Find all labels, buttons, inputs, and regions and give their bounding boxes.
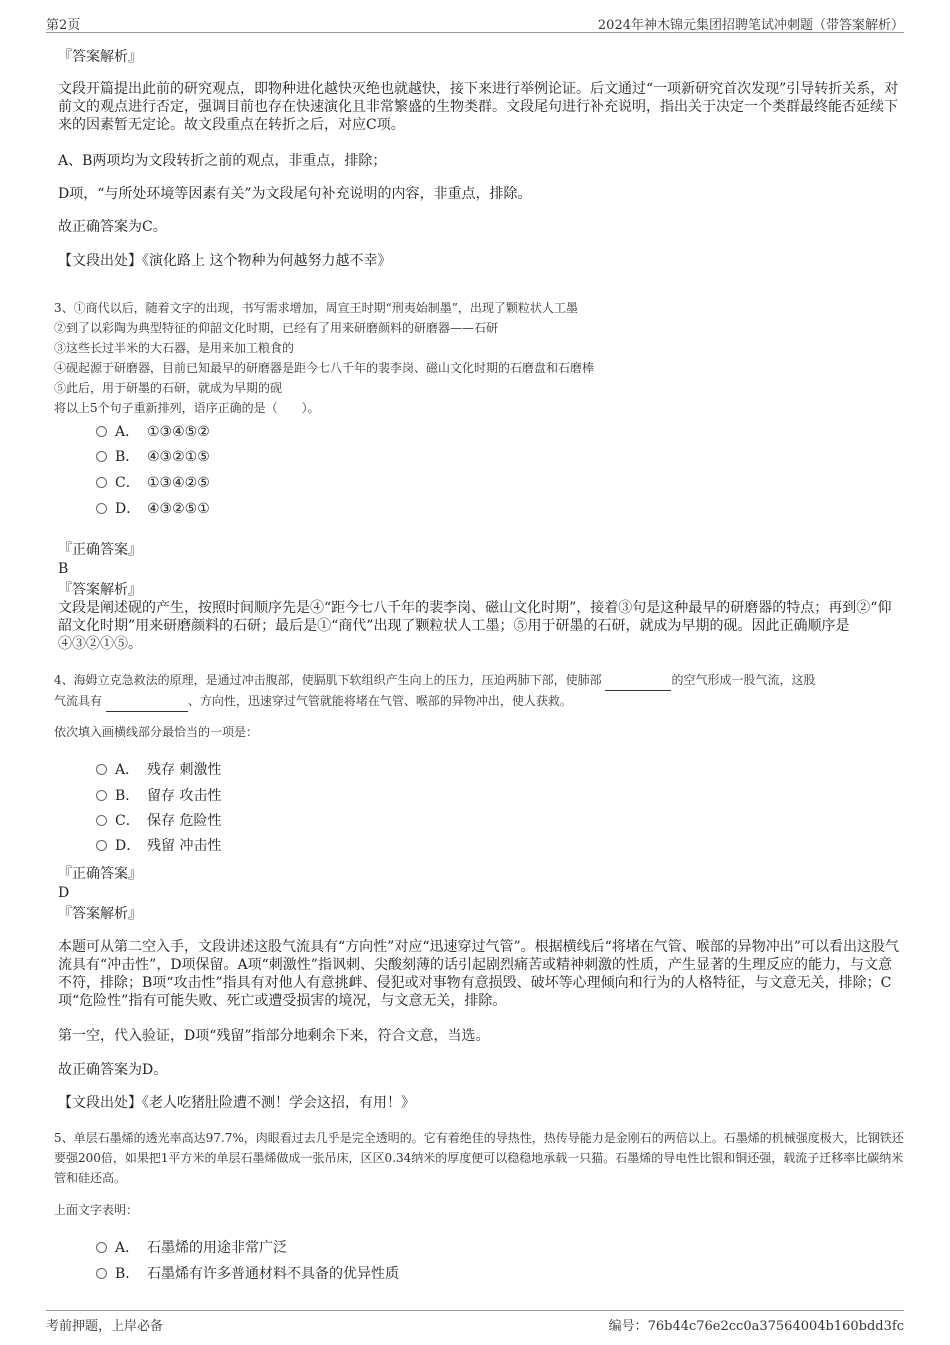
q3-stem: 3、①商代以后，随着文字的出现，书写需求增加，周宣王时期“刑夷始制墨”，出现了颗粒状人工墨 ②到了以彩陶为典型特征的仰韶文化时期，已经有了用来研磨颜料的研磨器——石研 ③这些长过半米的大石器，是用来加工粮食的 ④砚起源于研磨器，目前已知最早的研磨器是距今七八千年的裴李岗、磁山文化时期的石磨盘和石磨棒 ⑤此后，用于研墨的石研，就成为早期的砚 将以上5个句子重新排列，语序正确的是（ ）。	[54, 301, 595, 415]
q3-option-b[interactable]: B． ④③②①⑤	[96, 448, 210, 466]
q3-answer: B	[58, 561, 69, 577]
radio-icon[interactable]	[96, 1242, 107, 1253]
page-header	[46, 12, 904, 33]
q2-analysis-paragraph: 文段开篇提出此前的研究观点，即物种进化越快灭绝也就越快，接下来进行举例论证。后文通过“一项新研究首次发现”引导转折关系，对前文的观点进行否定，强调目前也存在快速演化且非常繁盛的生物类群。文段尾句进行补充说明，指出关于决定一个类群最终能否延续下来的因素暂无定论。故文段重点在转折之后，对应C项。	[58, 81, 899, 133]
q4-stem: 4、海姆立克急救法的原理，是通过冲击腹部，使膈肌下软组织产生向上的压力，压迫两肺下部，使肺部 的空气形成一股气流，这股 气流具有 、方向性，迅速穿过气管就能将堵在气管、喉部的异物冲出，使人获救。	[54, 670, 904, 712]
q4-analysis-paragraph: 本题可从第二空入手，文段讲述这股气流具有“方向性”对应“迅速穿过气管”。根据横线后“将堵在气管、喉部的异物冲出”可以看出这股气流具有“冲击性”，D项保留。A项“刺激性”指讽刺、尖酸刻薄的话引起剧烈痛苦或精神刺激的性质，产生显著的生理反应的能力，与文意不符，排除；B项“攻击性”指具有对他人有意挑衅、侵犯或对事物有意损毁、破坏等心理倾向和行为的人格特征，与文意无关，排除；C项“危险性”指有可能失败、死亡或遭受损害的境况，与文意无关，排除。	[58, 939, 899, 1009]
radio-icon[interactable]	[96, 1268, 107, 1279]
q3-analysis: 文段是阐述砚的产生，按照时间顺序先是④“距今七八千年的裴李岗、磁山文化时期”，接着③句是这种最早的研磨器的特点；再到②“仰韶文化时期”用来研磨颜料的石研；最后是①“商代”出现了颗粒状人工墨；⑤用于研墨的石研，就成为早期的砚。因此正确顺序是④③②①⑤。	[58, 600, 892, 652]
q4-answer-label: 『正确答案』	[58, 866, 142, 882]
q5-stem: 5、单层石墨烯的透光率高达97.7%，肉眼看过去几乎是完全透明的。它有着绝佳的导热性，热传导能力是金刚石的两倍以上。石墨烯的机械强度极大，比钢铁还要强200倍，如果把1平方米的单层石墨烯做成一张吊床，区区0.34纳米的厚度便可以稳稳地承载一只猫。石墨烯的导电性比银和铜还强，载流子迁移率比碳纳米管和硅还高。	[54, 1131, 904, 1185]
radio-icon[interactable]	[96, 790, 107, 801]
document-title: 2024年神木锦元集团招聘笔试冲刺题（带答案解析）	[597, 18, 904, 33]
radio-icon[interactable]	[96, 840, 107, 851]
q5-option-a[interactable]: A． 石墨烯的用途非常广泛	[96, 1239, 287, 1257]
q3-option-a[interactable]: A． ①③④⑤②	[96, 423, 210, 441]
q4-analysis-label: 『答案解析』	[58, 906, 142, 922]
q2-analysis-paragraph: D项，“与所处环境等因素有关”为文段尾句补充说明的内容，非重点，排除。	[58, 186, 532, 202]
radio-icon[interactable]	[96, 451, 107, 462]
q4-source: 【文段出处】《老人吃猪肚险遭不测！学会这招，有用！》	[58, 1095, 415, 1111]
q3-option-d[interactable]: D． ④③②⑤①	[96, 500, 210, 518]
q4-conclusion: 故正确答案为D。	[58, 1062, 168, 1078]
page-number: 第2页	[46, 18, 81, 33]
q4-analysis-paragraph: 第一空，代入验证，D项“残留”指部分地剩余下来，符合文意，当选。	[58, 1028, 490, 1044]
q4-option-b[interactable]: B． 留存 攻击性	[96, 787, 221, 805]
q2-analysis-label: 『答案解析』	[58, 49, 142, 65]
radio-icon[interactable]	[96, 815, 107, 826]
document-id: 编号：76b44c76e2cc0a37564004b160bdd3fc	[608, 1319, 904, 1334]
q4-option-a[interactable]: A． 残存 刺激性	[96, 761, 221, 779]
radio-icon[interactable]	[96, 477, 107, 488]
q4-option-c[interactable]: C． 保存 危险性	[96, 812, 221, 830]
q2-analysis-paragraph: A、B两项均为文段转折之前的观点，非重点，排除；	[58, 153, 387, 169]
q4-answer: D	[58, 885, 70, 901]
fill-blank-1[interactable]	[605, 670, 671, 691]
fill-blank-2[interactable]	[106, 691, 188, 712]
footer-slogan: 考前押题，上岸必备	[46, 1319, 164, 1334]
q5-option-b[interactable]: B． 石墨烯有许多普通材料不具备的优异性质	[96, 1265, 399, 1283]
q3-option-c[interactable]: C． ①③④②⑤	[96, 474, 210, 492]
q2-conclusion: 故正确答案为C。	[58, 219, 167, 235]
page-footer	[46, 1310, 904, 1333]
radio-icon[interactable]	[96, 503, 107, 514]
radio-icon[interactable]	[96, 764, 107, 775]
q5-prompt: 上面文字表明：	[54, 1203, 139, 1217]
q3-analysis-label: 『答案解析』	[58, 582, 142, 598]
q4-prompt: 依次填入画横线部分最恰当的一项是：	[54, 725, 259, 739]
q2-source: 【文段出处】《演化路上 这个物种为何越努力越不幸》	[58, 253, 392, 269]
radio-icon[interactable]	[96, 426, 107, 437]
q4-option-d[interactable]: D． 残留 冲击性	[96, 837, 221, 855]
q3-answer-label: 『正确答案』	[58, 542, 142, 558]
